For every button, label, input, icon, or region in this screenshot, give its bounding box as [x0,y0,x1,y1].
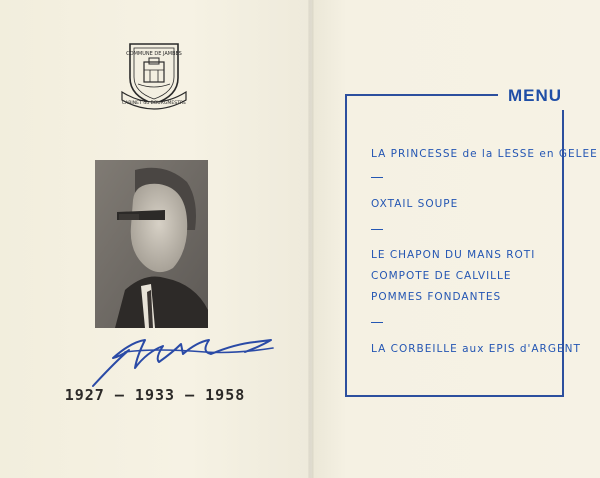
menu-item-soup: OXTAIL SOUPE [371,198,459,210]
menu-title: MENU [508,86,563,105]
portrait-photo [95,160,208,328]
menu-item-potatoes: POMMES FONDANTES [371,291,502,303]
course-separator [371,177,383,178]
emblem-top-text: COMMUNE DE JAMBES [126,51,182,57]
municipal-emblem [120,38,188,110]
frame-top-line [345,94,498,96]
signature [85,322,280,394]
menu-item-main: LE CHAPON DU MANS ROTI [371,249,536,261]
course-separator [371,322,383,323]
menu-item-compote: COMPOTE DE CALVILLE [371,270,512,282]
right-panel [312,0,600,478]
course-separator [371,229,383,230]
anniversary-years: 1927 – 1933 – 1958 [64,386,246,404]
emblem-ribbon-text: CABINET du BOURGMESTRE [121,101,187,106]
menu-item-dessert: LA CORBEILLE aux EPIS d'ARGENT [371,343,581,355]
frame-left-line [345,94,347,397]
menu-item-dessert-starter: LA PRINCESSE de la LESSE en GELEE [371,148,598,160]
center-fold [308,0,314,478]
frame-bottom-line [345,395,564,397]
